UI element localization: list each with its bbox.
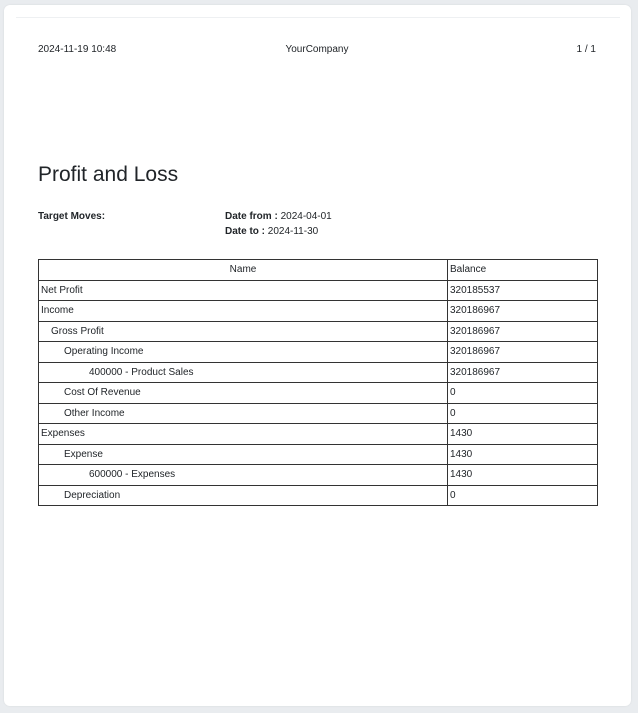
row-name: Expenses <box>39 424 448 445</box>
row-balance: 1430 <box>448 444 598 465</box>
company-name: YourCompany <box>285 44 349 55</box>
target-moves-label: Target Moves: <box>38 211 106 222</box>
report-page <box>4 5 631 706</box>
row-balance: 0 <box>448 485 598 506</box>
row-name: Depreciation <box>39 485 448 506</box>
table-row <box>39 465 598 486</box>
row-name: Gross Profit <box>39 321 448 342</box>
row-balance: 1430 <box>448 424 598 445</box>
row-balance: 320185537 <box>448 280 598 301</box>
date-to-label: Date to : <box>225 226 265 237</box>
page-top-divider <box>16 17 620 18</box>
table-row <box>39 383 598 404</box>
row-name: Expense <box>39 444 448 465</box>
row-balance: 320186967 <box>448 362 598 383</box>
row-balance: 320186967 <box>448 321 598 342</box>
page-indicator: 1 / 1 <box>576 44 596 55</box>
table-row <box>39 403 598 424</box>
date-to-value: 2024-11-30 <box>267 226 319 237</box>
date-to-row <box>225 224 332 239</box>
table-row <box>39 280 598 301</box>
row-name: 400000 - Product Sales <box>39 362 448 383</box>
date-range-block <box>225 209 332 239</box>
table-row <box>39 444 598 465</box>
table-row <box>39 301 598 322</box>
row-balance: 0 <box>448 403 598 424</box>
date-from-value: 2024-04-01 <box>280 211 332 222</box>
row-balance: 320186967 <box>448 342 598 363</box>
column-header-balance: Balance <box>448 260 598 281</box>
row-balance: 0 <box>448 383 598 404</box>
date-from-row <box>225 209 332 224</box>
row-name: Cost Of Revenue <box>39 383 448 404</box>
table-row <box>39 485 598 506</box>
row-name: Income <box>39 301 448 322</box>
report-title: Profit and Loss <box>38 163 179 186</box>
row-balance: 1430 <box>448 465 598 486</box>
table-row <box>39 424 598 445</box>
table-row <box>39 362 598 383</box>
print-datetime: 2024-11-19 10:48 <box>38 44 117 55</box>
column-header-name: Name <box>39 260 448 281</box>
row-name: Operating Income <box>39 342 448 363</box>
profit-loss-table <box>38 259 598 506</box>
row-name: Net Profit <box>39 280 448 301</box>
table-row <box>39 321 598 342</box>
table-header-row <box>39 260 598 281</box>
row-balance: 320186967 <box>448 301 598 322</box>
row-name: Other Income <box>39 403 448 424</box>
date-from-label: Date from : <box>225 211 278 222</box>
table-row <box>39 342 598 363</box>
report-header <box>38 44 596 58</box>
row-name: 600000 - Expenses <box>39 465 448 486</box>
target-moves-block <box>38 209 105 224</box>
